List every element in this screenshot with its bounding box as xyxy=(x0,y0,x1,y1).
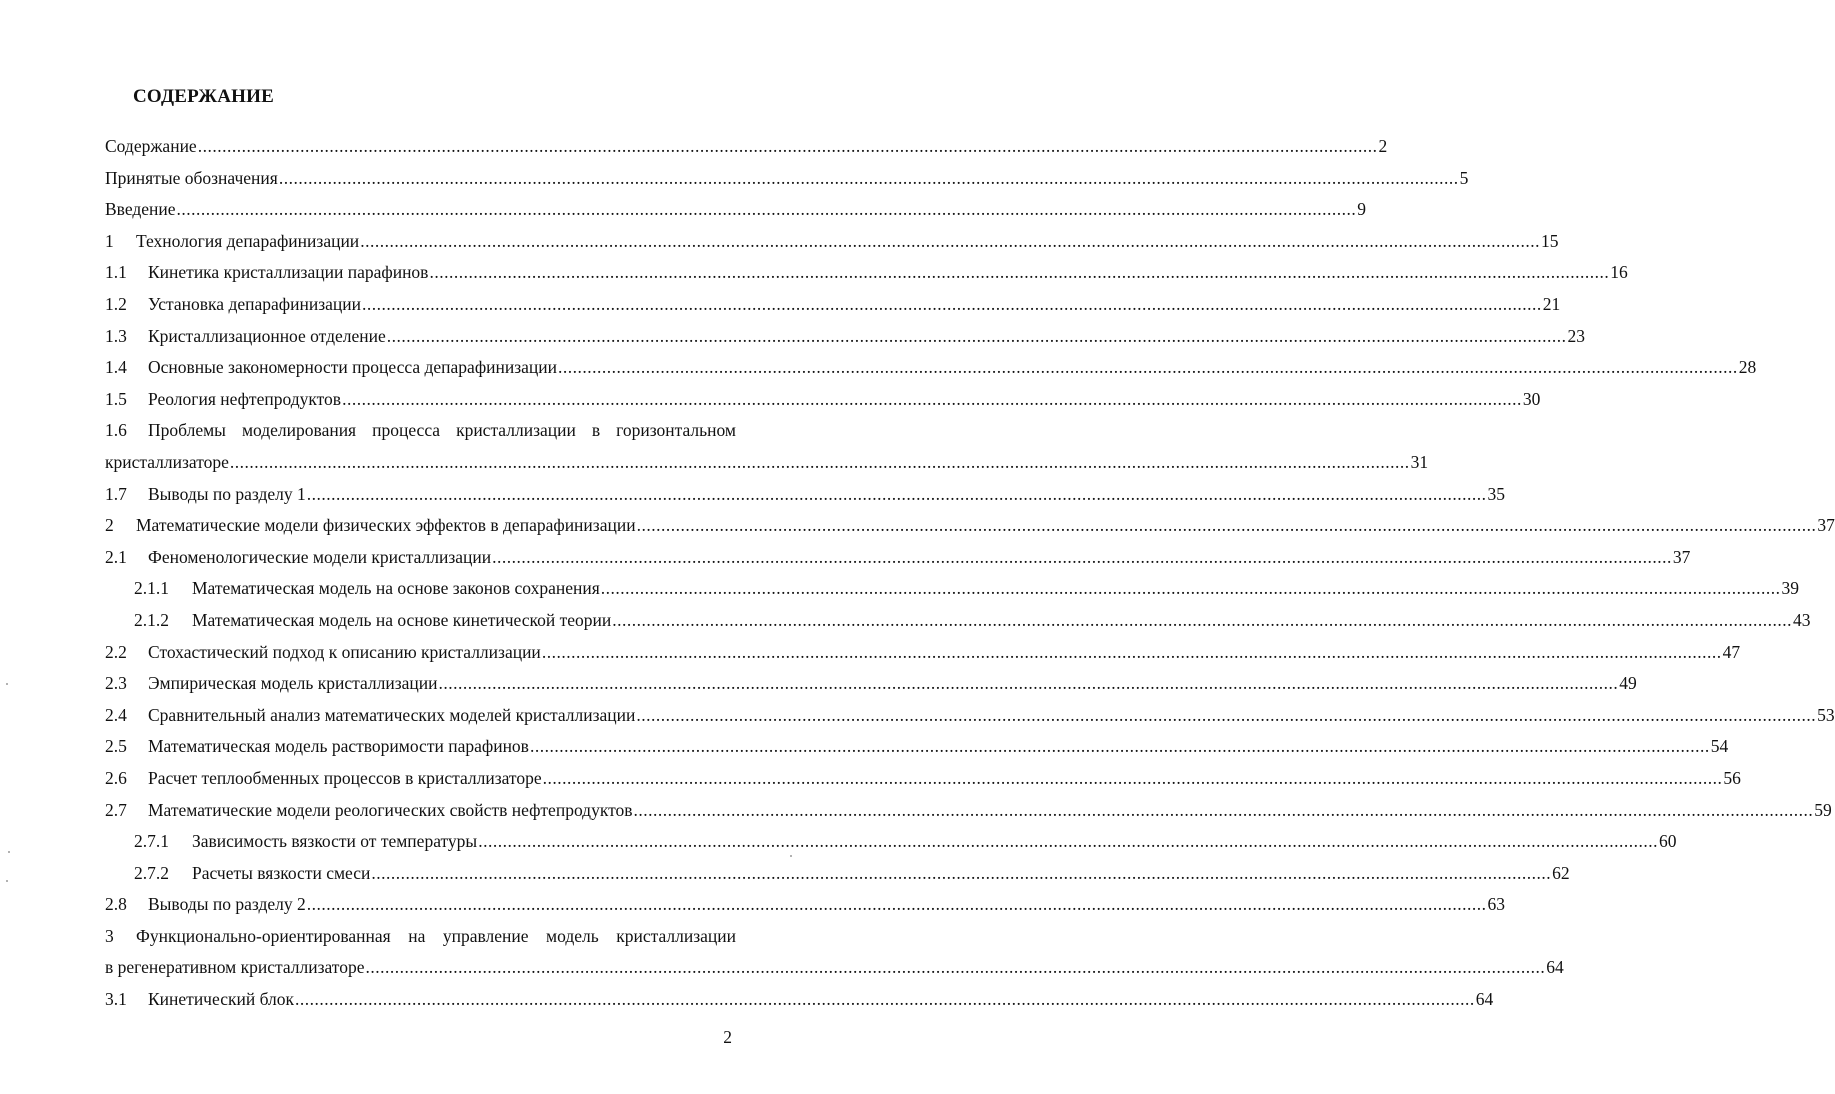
page-number: 2 xyxy=(723,1027,732,1047)
toc-entry-line xyxy=(105,194,1367,226)
toc-entry-page: 39 xyxy=(1781,578,1800,599)
toc-entry-number: 2.3 xyxy=(105,673,127,694)
toc-entry-title: Математические модели физических эффектов в депарафинизации xyxy=(136,515,636,536)
toc-entry-line xyxy=(105,794,1832,826)
toc-entry[interactable] xyxy=(0,289,1561,321)
toc-dot-leader xyxy=(306,486,1488,504)
toc-entry-title: Математическая модель на основе законов сохранения xyxy=(192,578,600,599)
toc-entry-line xyxy=(105,700,1835,732)
toc-entry-line xyxy=(105,321,1586,353)
toc-entry-title: Функционально-ориентированная на управление модель кристаллизации xyxy=(136,925,736,946)
toc-entry-title: Содержание xyxy=(105,136,197,157)
toc-entry[interactable] xyxy=(0,163,1469,195)
toc-entry-title: Кинетика кристаллизации парафинов xyxy=(148,262,429,283)
toc-dot-leader xyxy=(364,959,1546,977)
toc-entry-title: Кинетический блок xyxy=(148,989,295,1010)
toc-entry-line xyxy=(134,605,1811,637)
toc-dot-leader xyxy=(361,296,1543,314)
toc-entry-page: 60 xyxy=(1658,831,1677,852)
toc-entry-page: 63 xyxy=(1487,894,1505,915)
toc-entry-line xyxy=(105,131,1388,163)
toc-entry[interactable] xyxy=(0,984,1494,1016)
toc-entry-page: 64 xyxy=(1475,989,1494,1010)
toc-entry-line xyxy=(105,384,1541,416)
toc-entry-page: 54 xyxy=(1710,736,1729,757)
toc-entry-number: 2.7 xyxy=(105,799,127,820)
toc-entry-page: 59 xyxy=(1814,799,1832,820)
toc-entry-title: Расчет теплообменных процессов в кристаллизаторе xyxy=(148,767,542,788)
toc-dot-leader xyxy=(176,201,1358,219)
toc-entry[interactable] xyxy=(0,384,1541,416)
scan-speck xyxy=(790,855,792,857)
toc-entry-title: Введение xyxy=(105,199,176,220)
toc-dot-leader xyxy=(370,865,1552,883)
toc-entry[interactable] xyxy=(0,731,1729,763)
table-of-contents xyxy=(0,131,1835,1016)
toc-entry-title: Реология нефтепродуктов xyxy=(148,388,342,409)
toc-dot-leader xyxy=(428,264,1610,282)
toc-entry-line xyxy=(105,952,1564,984)
toc-entry[interactable] xyxy=(0,415,798,447)
toc-entry-line xyxy=(105,668,1637,700)
toc-entry[interactable] xyxy=(0,952,1564,984)
toc-entry-title: Выводы по разделу 1 xyxy=(148,483,306,504)
toc-entry-line xyxy=(105,226,1559,258)
toc-entry[interactable] xyxy=(0,668,1637,700)
toc-entry-number: 2.2 xyxy=(105,641,127,662)
toc-dot-leader xyxy=(611,612,1793,630)
toc-entry-page: 56 xyxy=(1723,767,1741,788)
toc-dot-leader xyxy=(306,896,1488,914)
toc-entry-number: 1.1 xyxy=(105,262,127,283)
toc-entry-number: 2.1.1 xyxy=(134,578,169,599)
toc-dot-leader xyxy=(197,138,1379,156)
toc-entry-line xyxy=(105,352,1757,384)
scan-speck xyxy=(6,880,8,882)
toc-dot-leader xyxy=(633,802,1815,820)
toc-entry-page: 37 xyxy=(1672,546,1691,567)
toc-dot-leader xyxy=(635,707,1817,725)
toc-entry[interactable] xyxy=(0,637,1741,669)
toc-entry[interactable] xyxy=(0,352,1757,384)
toc-dot-leader xyxy=(341,391,1523,409)
scan-speck xyxy=(8,851,10,853)
toc-entry-line xyxy=(105,257,1628,289)
toc-entry-title: Кристаллизационное отделение xyxy=(148,325,386,346)
toc-entry[interactable] xyxy=(0,479,1505,511)
toc-entry-title: Принятые обозначения xyxy=(105,167,278,188)
toc-entry-number: 1.2 xyxy=(105,294,127,315)
toc-entry-number: 3 xyxy=(105,925,114,946)
toc-dot-leader xyxy=(278,170,1460,188)
toc-entry-number: 1 xyxy=(105,230,114,251)
toc-entry-page: 15 xyxy=(1540,230,1559,251)
toc-entry-number: 2.1.2 xyxy=(134,609,169,630)
toc-entry-title: кристаллизаторе xyxy=(105,451,229,472)
toc-entry-title: Расчеты вязкости смеси xyxy=(192,862,371,883)
toc-entry-number: 2.5 xyxy=(105,736,127,757)
toc-dot-leader xyxy=(359,233,1541,251)
toc-entry-page: 35 xyxy=(1487,483,1505,504)
toc-entry-line xyxy=(105,763,1741,795)
toc-entry-number: 1.3 xyxy=(105,325,127,346)
toc-entry-number: 1.7 xyxy=(105,483,127,504)
toc-dot-leader xyxy=(542,770,1724,788)
toc-entry-number: 2.1 xyxy=(105,546,127,567)
toc-dot-leader xyxy=(491,549,1673,567)
toc-dot-leader xyxy=(229,454,1411,472)
toc-entry-title: Установка депарафинизации xyxy=(148,294,361,315)
toc-entry-title: Математические модели реологических свойств нефтепродуктов xyxy=(148,799,633,820)
toc-entry-line xyxy=(134,826,1677,858)
toc-entry-number: 2.4 xyxy=(105,704,127,725)
toc-entry-line xyxy=(105,889,1505,921)
toc-entry[interactable] xyxy=(0,131,1388,163)
toc-entry-title: Феноменологические модели кристаллизации xyxy=(148,546,492,567)
toc-entry-title: Проблемы моделирования процесса кристаллизации в горизонтальном xyxy=(148,420,736,441)
toc-entry-page: 9 xyxy=(1357,199,1367,220)
toc-entry-page: 2 xyxy=(1378,136,1388,157)
toc-entry-page: 62 xyxy=(1552,862,1570,883)
toc-entry[interactable] xyxy=(0,226,1559,258)
toc-entry-line xyxy=(105,921,736,953)
toc-entry-line xyxy=(105,479,1505,511)
toc-entry-title: Выводы по разделу 2 xyxy=(148,894,306,915)
toc-dot-leader xyxy=(386,328,1568,346)
toc-entry-line xyxy=(105,731,1729,763)
toc-entry-number: 2.8 xyxy=(105,894,127,915)
toc-entry-number: 1.6 xyxy=(105,420,127,441)
toc-entry-title: Зависимость вязкости от температуры xyxy=(192,831,478,852)
toc-entry-title: Математическая модель на основе кинетической теории xyxy=(192,609,612,630)
toc-entry-line xyxy=(105,637,1741,669)
toc-entry-page: 30 xyxy=(1522,388,1541,409)
toc-entry-line xyxy=(105,447,1429,479)
toc-dot-leader xyxy=(600,580,1782,598)
toc-dot-leader xyxy=(438,675,1620,693)
toc-entry-title: Эмпирическая модель кристаллизации xyxy=(148,673,438,694)
toc-entry[interactable] xyxy=(0,889,1505,921)
toc-entry-number: 2.7.2 xyxy=(134,862,169,883)
toc-entry-line xyxy=(105,542,1691,574)
toc-entry[interactable] xyxy=(0,573,1800,605)
toc-dot-leader xyxy=(477,833,1659,851)
toc-entry-line xyxy=(105,163,1469,195)
toc-entry-title: Стохастический подход к описанию кристаллизации xyxy=(148,641,541,662)
toc-entry-title: Технология депарафинизации xyxy=(136,230,360,251)
toc-entry-page: 49 xyxy=(1619,673,1637,694)
toc-entry-number: 1.5 xyxy=(105,388,127,409)
toc-entry-line xyxy=(105,510,1835,542)
toc-entry-page: 31 xyxy=(1410,451,1429,472)
toc-entry-page: 5 xyxy=(1459,167,1469,188)
toc-entry-number: 2.7.1 xyxy=(134,831,169,852)
toc-entry-page: 16 xyxy=(1610,262,1628,283)
toc-entry-title: Математическая модель растворимости парафинов xyxy=(148,736,529,757)
toc-dot-leader xyxy=(557,359,1739,377)
toc-entry-line xyxy=(105,984,1494,1016)
toc-entry[interactable] xyxy=(0,826,1677,858)
toc-entry-page: 37 xyxy=(1817,515,1835,536)
toc-entry-number: 1.4 xyxy=(105,357,127,378)
toc-entry[interactable] xyxy=(0,447,1429,479)
page-title: СОДЕРЖАНИЕ xyxy=(133,86,274,107)
toc-dot-leader xyxy=(541,644,1723,662)
toc-entry[interactable] xyxy=(0,257,1628,289)
toc-entry[interactable] xyxy=(0,542,1691,574)
toc-entry[interactable] xyxy=(0,605,1811,637)
toc-entry-page: 53 xyxy=(1817,704,1835,725)
toc-entry-number: 2 xyxy=(105,515,114,536)
toc-entry-title: Сравнительный анализ математических моделей кристаллизации xyxy=(148,704,636,725)
toc-entry-page: 21 xyxy=(1542,294,1561,315)
toc-entry-page: 64 xyxy=(1546,957,1564,978)
toc-entry-line xyxy=(134,573,1800,605)
toc-entry-title: в регенеративном кристаллизаторе xyxy=(105,957,365,978)
toc-entry-page: 28 xyxy=(1738,357,1757,378)
toc-entry-page: 47 xyxy=(1722,641,1741,662)
toc-entry[interactable] xyxy=(0,763,1741,795)
toc-entry-line xyxy=(134,858,1570,890)
toc-dot-leader xyxy=(294,991,1476,1009)
scan-speck xyxy=(6,683,8,685)
toc-entry[interactable] xyxy=(0,794,1832,826)
toc-dot-leader xyxy=(529,738,1711,756)
toc-entry[interactable] xyxy=(0,510,1835,542)
toc-entry[interactable] xyxy=(0,700,1835,732)
toc-entry-number: 3.1 xyxy=(105,989,127,1010)
toc-entry-title: Основные закономерности процесса депарафинизации xyxy=(148,357,558,378)
toc-entry[interactable] xyxy=(0,858,1570,890)
toc-entry-page: 43 xyxy=(1793,609,1811,630)
toc-entry[interactable] xyxy=(0,194,1367,226)
toc-entry-page: 23 xyxy=(1567,325,1586,346)
toc-entry-number: 2.6 xyxy=(105,767,127,788)
toc-entry[interactable] xyxy=(0,321,1586,353)
toc-entry[interactable] xyxy=(0,921,798,953)
toc-entry-line xyxy=(105,415,736,447)
toc-dot-leader xyxy=(636,517,1818,535)
toc-entry-line xyxy=(105,289,1561,321)
